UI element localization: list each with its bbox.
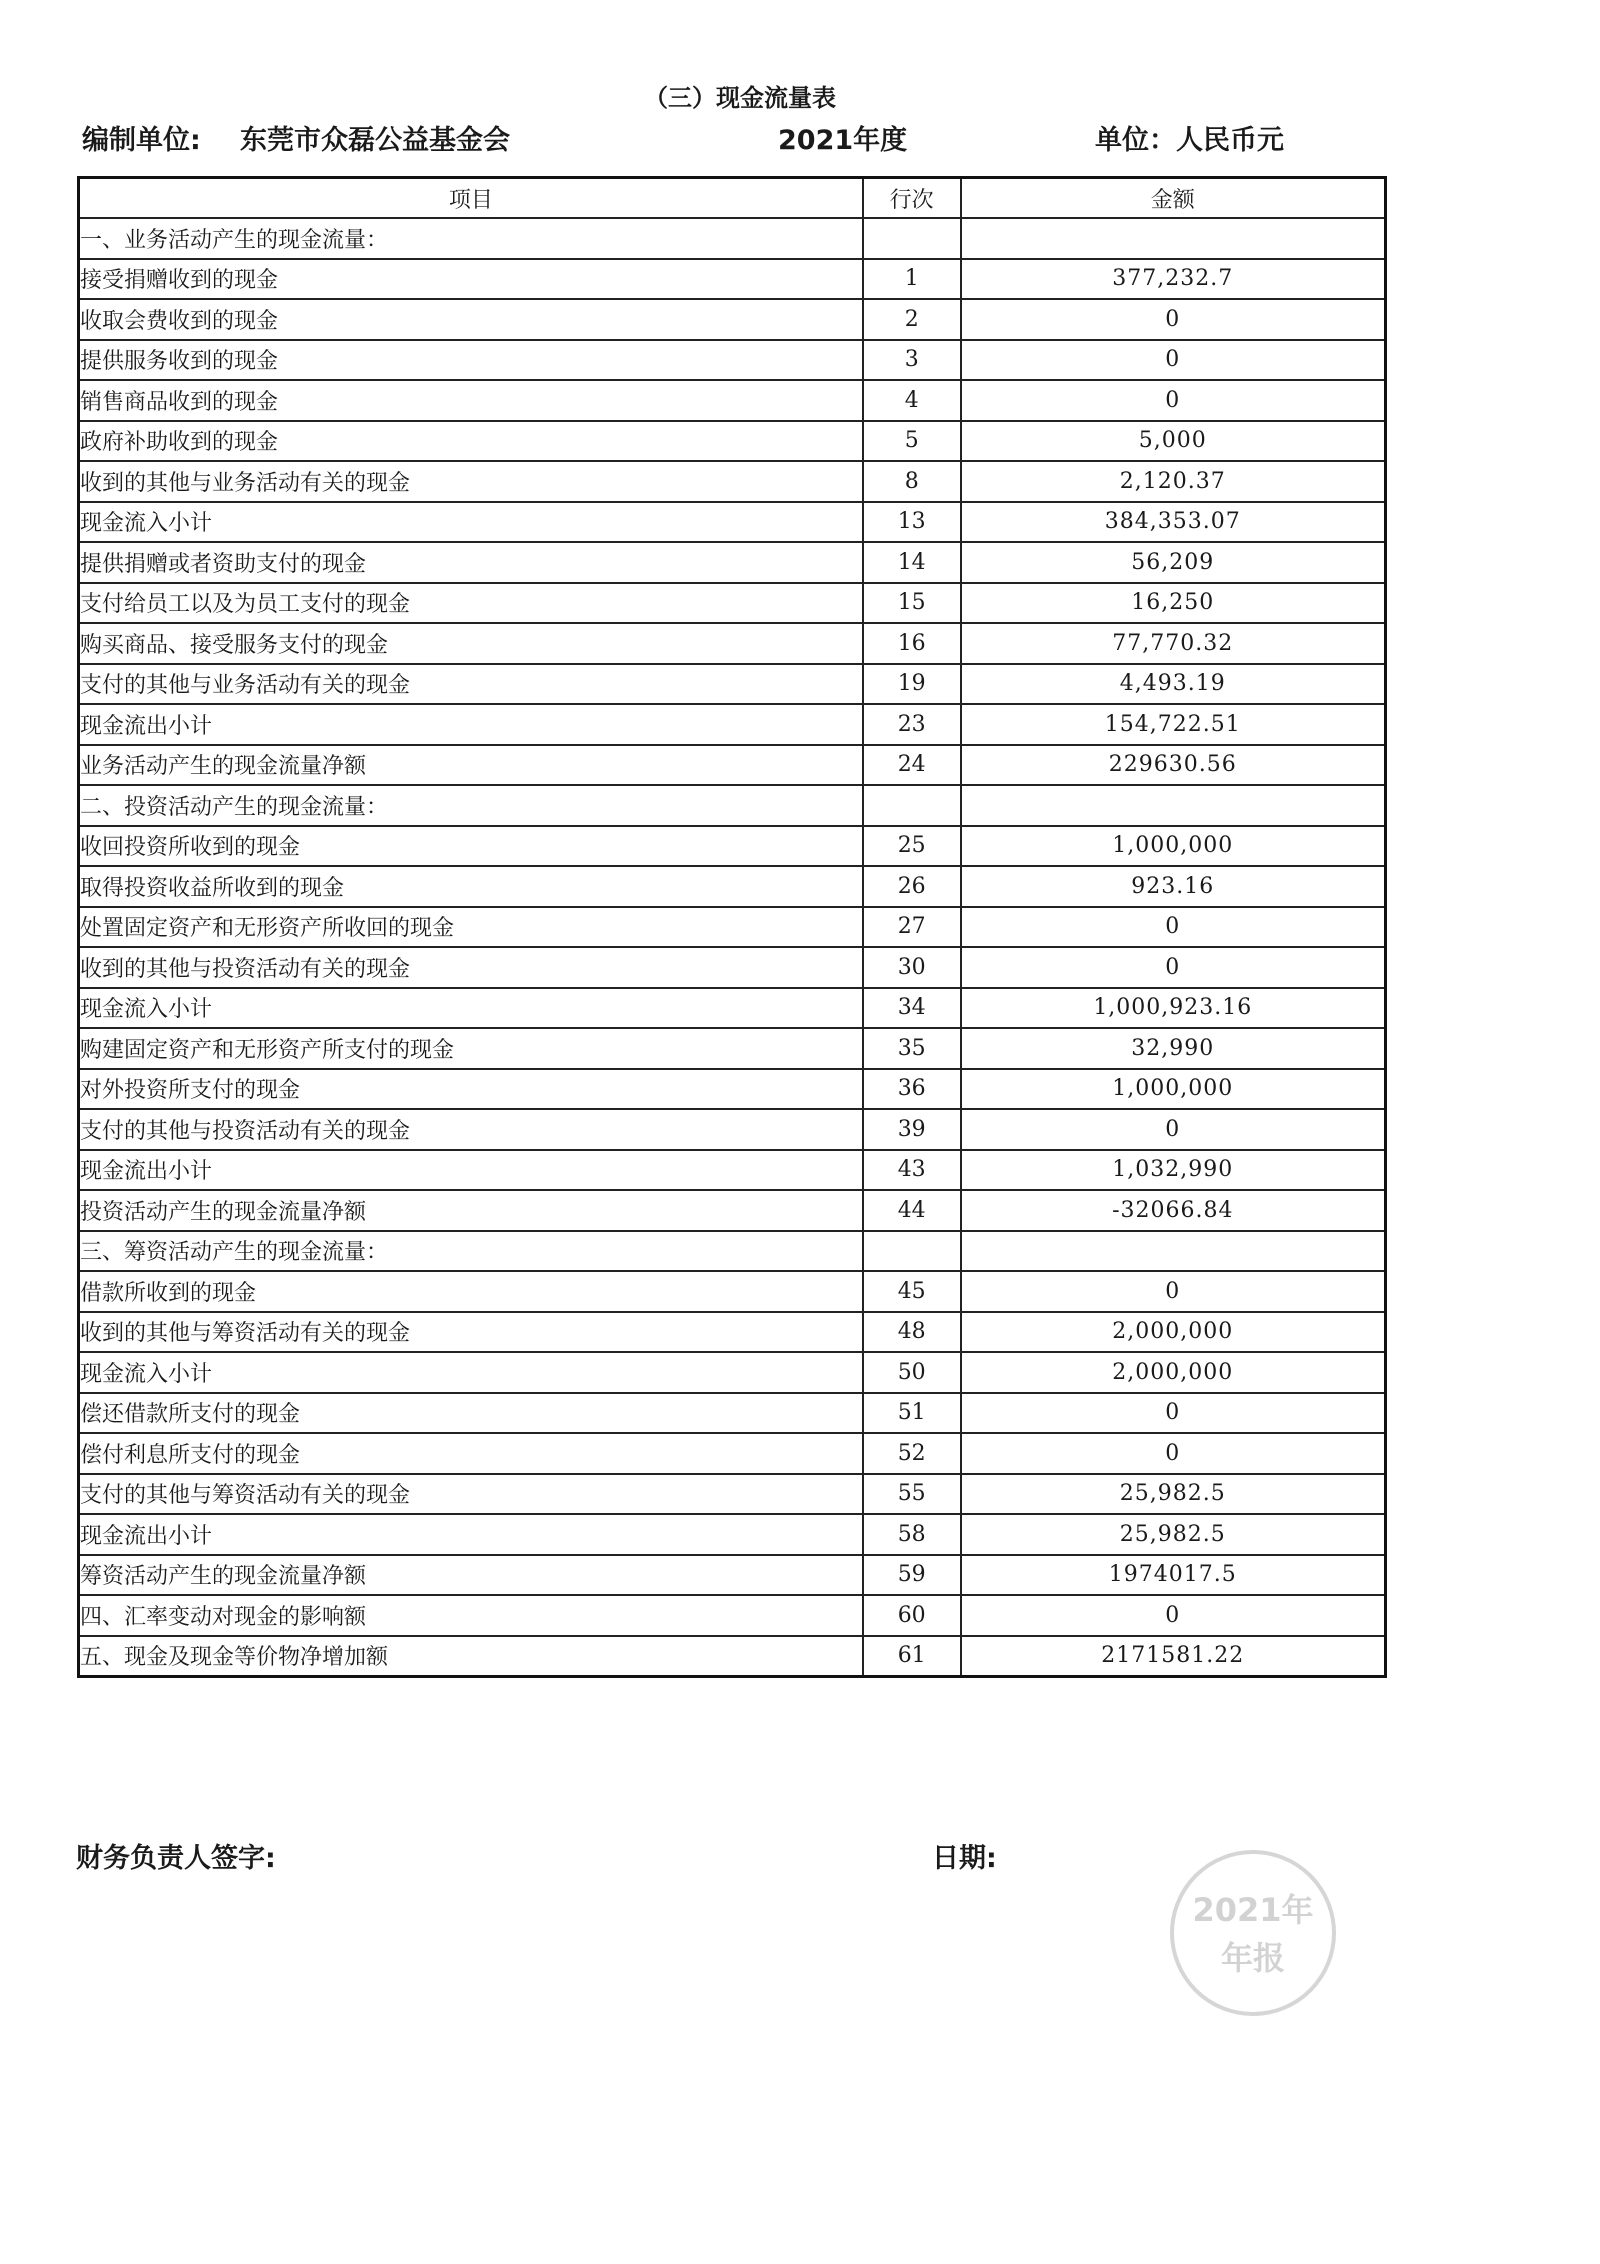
row-line-number: 24 — [863, 745, 961, 786]
row-item: 三、筹资活动产生的现金流量： — [79, 1231, 863, 1272]
currency-unit: 单位：人民币元 — [1095, 125, 1284, 156]
row-line-number: 4 — [863, 380, 961, 421]
row-amount: 56,209 — [961, 542, 1386, 583]
row-item: 接受捐赠收到的现金 — [79, 259, 863, 300]
row-amount: 1,000,923.16 — [961, 988, 1386, 1029]
row-line-number: 1 — [863, 259, 961, 300]
row-item: 收取会费收到的现金 — [79, 299, 863, 340]
row-item: 处置固定资产和无形资产所收回的现金 — [79, 907, 863, 948]
table-row — [79, 1109, 1386, 1150]
row-item: 收到的其他与投资活动有关的现金 — [79, 947, 863, 988]
row-item: 五、现金及现金等价物净增加额 — [79, 1636, 863, 1677]
row-amount: 77,770.32 — [961, 623, 1386, 664]
row-line-number: 5 — [863, 421, 961, 462]
row-amount: 25,982.5 — [961, 1514, 1386, 1555]
row-amount: 384,353.07 — [961, 502, 1386, 543]
row-line-number: 39 — [863, 1109, 961, 1150]
row-item: 提供服务收到的现金 — [79, 340, 863, 381]
row-line-number: 2 — [863, 299, 961, 340]
table-row — [79, 421, 1386, 462]
row-amount: 2171581.22 — [961, 1636, 1386, 1677]
row-line-number — [863, 1231, 961, 1272]
row-line-number: 59 — [863, 1555, 961, 1596]
row-amount — [961, 218, 1386, 259]
row-line-number: 52 — [863, 1433, 961, 1474]
row-amount: 2,120.37 — [961, 461, 1386, 502]
table-row — [79, 1150, 1386, 1191]
row-item: 支付的其他与筹资活动有关的现金 — [79, 1474, 863, 1515]
row-line-number: 3 — [863, 340, 961, 381]
row-item: 收回投资所收到的现金 — [79, 826, 863, 867]
table-row — [79, 664, 1386, 705]
column-header-item: 项目 — [79, 178, 863, 219]
row-item: 现金流入小计 — [79, 502, 863, 543]
row-item: 偿还借款所支付的现金 — [79, 1393, 863, 1434]
row-amount: 0 — [961, 1595, 1386, 1636]
org-name: 东莞市众磊公益基金会 — [240, 125, 510, 156]
row-line-number: 8 — [863, 461, 961, 502]
row-amount: 5,000 — [961, 421, 1386, 462]
row-item: 销售商品收到的现金 — [79, 380, 863, 421]
table-row — [79, 1190, 1386, 1231]
row-line-number: 60 — [863, 1595, 961, 1636]
row-item: 支付给员工以及为员工支付的现金 — [79, 583, 863, 624]
row-item: 借款所收到的现金 — [79, 1271, 863, 1312]
row-amount: 377,232.7 — [961, 259, 1386, 300]
table-row — [79, 218, 1386, 259]
row-item: 对外投资所支付的现金 — [79, 1069, 863, 1110]
table-row — [79, 826, 1386, 867]
row-line-number — [863, 785, 961, 826]
row-item: 现金流出小计 — [79, 1514, 863, 1555]
row-line-number — [863, 218, 961, 259]
row-item: 购买商品、接受服务支付的现金 — [79, 623, 863, 664]
table-row — [79, 1028, 1386, 1069]
table-row — [79, 947, 1386, 988]
row-amount — [961, 785, 1386, 826]
row-amount: -32066.84 — [961, 1190, 1386, 1231]
table-row — [79, 1352, 1386, 1393]
row-item: 业务活动产生的现金流量净额 — [79, 745, 863, 786]
row-line-number: 30 — [863, 947, 961, 988]
report-title: （三）现金流量表 — [644, 84, 836, 112]
table-row — [79, 1514, 1386, 1555]
row-item: 投资活动产生的现金流量净额 — [79, 1190, 863, 1231]
cash-flow-table — [77, 176, 1387, 1678]
row-amount — [961, 1231, 1386, 1272]
row-amount: 0 — [961, 380, 1386, 421]
row-item: 现金流入小计 — [79, 1352, 863, 1393]
row-line-number: 27 — [863, 907, 961, 948]
table-row — [79, 583, 1386, 624]
row-line-number: 19 — [863, 664, 961, 705]
table-row — [79, 340, 1386, 381]
row-item: 现金流入小计 — [79, 988, 863, 1029]
table-row — [79, 785, 1386, 826]
row-amount: 16,250 — [961, 583, 1386, 624]
table-row — [79, 461, 1386, 502]
row-amount: 0 — [961, 1271, 1386, 1312]
row-line-number: 50 — [863, 1352, 961, 1393]
row-amount: 32,990 — [961, 1028, 1386, 1069]
row-line-number: 16 — [863, 623, 961, 664]
row-line-number: 14 — [863, 542, 961, 583]
row-line-number: 15 — [863, 583, 961, 624]
table-header-row — [79, 178, 1386, 219]
table-row — [79, 1312, 1386, 1353]
row-amount: 0 — [961, 340, 1386, 381]
row-item: 现金流出小计 — [79, 1150, 863, 1191]
row-line-number: 61 — [863, 1636, 961, 1677]
row-amount: 1,000,000 — [961, 1069, 1386, 1110]
row-amount: 1974017.5 — [961, 1555, 1386, 1596]
column-header-amount: 金额 — [961, 178, 1386, 219]
row-line-number: 36 — [863, 1069, 961, 1110]
row-line-number: 44 — [863, 1190, 961, 1231]
table-row — [79, 1636, 1386, 1677]
table-row — [79, 1069, 1386, 1110]
table-row — [79, 1231, 1386, 1272]
table-row — [79, 1393, 1386, 1434]
row-item: 取得投资收益所收到的现金 — [79, 866, 863, 907]
row-amount: 4,493.19 — [961, 664, 1386, 705]
row-amount: 154,722.51 — [961, 704, 1386, 745]
org-unit-label: 编制单位: — [82, 125, 201, 156]
row-line-number: 23 — [863, 704, 961, 745]
row-item: 支付的其他与投资活动有关的现金 — [79, 1109, 863, 1150]
row-amount: 2,000,000 — [961, 1352, 1386, 1393]
row-line-number: 26 — [863, 866, 961, 907]
row-item: 支付的其他与业务活动有关的现金 — [79, 664, 863, 705]
row-line-number: 51 — [863, 1393, 961, 1434]
row-amount: 1,000,000 — [961, 826, 1386, 867]
row-item: 政府补助收到的现金 — [79, 421, 863, 462]
table-row — [79, 1474, 1386, 1515]
table-row — [79, 380, 1386, 421]
table-row — [79, 1271, 1386, 1312]
table-row — [79, 907, 1386, 948]
row-line-number: 48 — [863, 1312, 961, 1353]
table-row — [79, 988, 1386, 1029]
row-line-number: 45 — [863, 1271, 961, 1312]
row-amount: 1,032,990 — [961, 1150, 1386, 1191]
row-item: 偿付利息所支付的现金 — [79, 1433, 863, 1474]
row-item: 收到的其他与筹资活动有关的现金 — [79, 1312, 863, 1353]
row-item: 二、投资活动产生的现金流量： — [79, 785, 863, 826]
row-item: 四、汇率变动对现金的影响额 — [79, 1595, 863, 1636]
table-row — [79, 1555, 1386, 1596]
row-amount: 25,982.5 — [961, 1474, 1386, 1515]
date-label: 日期: — [932, 1843, 997, 1874]
row-amount: 0 — [961, 1109, 1386, 1150]
row-line-number: 25 — [863, 826, 961, 867]
row-amount: 229630.56 — [961, 745, 1386, 786]
finance-signature-label: 财务负责人签字: — [76, 1843, 276, 1874]
table-row — [79, 745, 1386, 786]
table-row — [79, 259, 1386, 300]
table-row — [79, 704, 1386, 745]
row-amount: 0 — [961, 907, 1386, 948]
row-item: 现金流出小计 — [79, 704, 863, 745]
table-row — [79, 299, 1386, 340]
row-amount: 0 — [961, 1433, 1386, 1474]
row-line-number: 13 — [863, 502, 961, 543]
report-year: 2021年度 — [778, 125, 908, 156]
row-amount: 0 — [961, 299, 1386, 340]
row-item: 一、业务活动产生的现金流量： — [79, 218, 863, 259]
row-amount: 0 — [961, 947, 1386, 988]
table-row — [79, 866, 1386, 907]
row-amount: 2,000,000 — [961, 1312, 1386, 1353]
row-item: 购建固定资产和无形资产所支付的现金 — [79, 1028, 863, 1069]
column-header-line: 行次 — [863, 178, 961, 219]
table-body — [79, 218, 1386, 1676]
row-amount: 0 — [961, 1393, 1386, 1434]
row-line-number: 55 — [863, 1474, 961, 1515]
table-row — [79, 542, 1386, 583]
row-line-number: 43 — [863, 1150, 961, 1191]
table-row — [79, 623, 1386, 664]
row-item: 提供捐赠或者资助支付的现金 — [79, 542, 863, 583]
row-item: 筹资活动产生的现金流量净额 — [79, 1555, 863, 1596]
row-item: 收到的其他与业务活动有关的现金 — [79, 461, 863, 502]
table-row — [79, 1595, 1386, 1636]
row-line-number: 34 — [863, 988, 961, 1029]
stamp-text: 2021年年报 — [1192, 1891, 1314, 1977]
row-line-number: 35 — [863, 1028, 961, 1069]
row-amount: 923.16 — [961, 866, 1386, 907]
row-line-number: 58 — [863, 1514, 961, 1555]
table-row — [79, 1433, 1386, 1474]
annual-report-stamp — [1170, 1850, 1336, 2016]
table-row — [79, 502, 1386, 543]
